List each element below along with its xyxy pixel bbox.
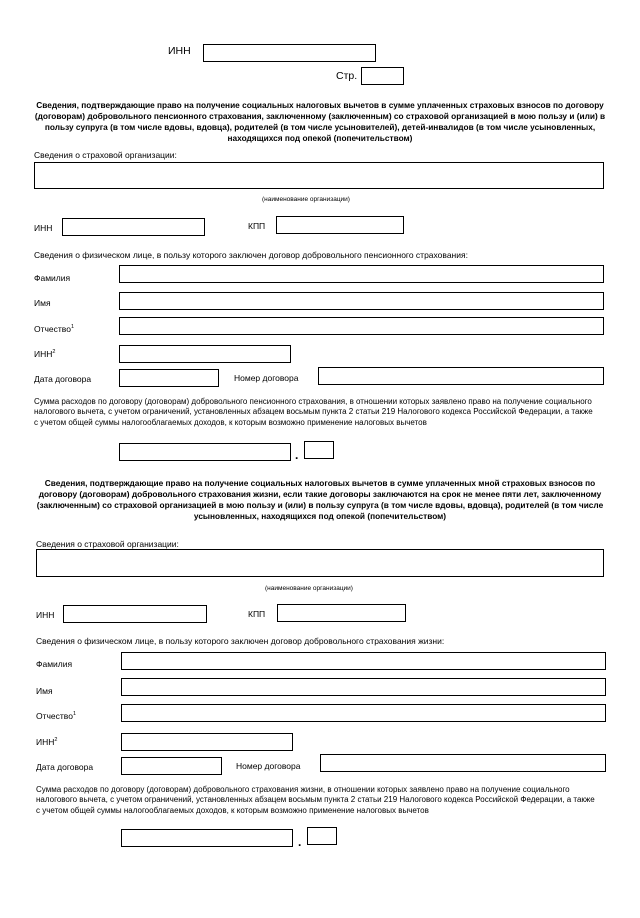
top-inn-field[interactable] xyxy=(203,44,376,62)
section1-patronymic-label: Отчество$^1$ xyxy=(34,324,75,334)
section1-contract-number-field[interactable] xyxy=(318,367,604,385)
section1-person-inn-label: ИНН$^2$ xyxy=(34,349,56,359)
section1-surname-label: Фамилия xyxy=(34,273,71,283)
section1-org-name-field[interactable] xyxy=(34,162,604,189)
section2-person-label: Сведения о физическом лице, в пользу которого заключен договор добровольного страхования жизни: xyxy=(36,636,445,646)
section1-insurer-label: Сведения о страховой организации: xyxy=(34,150,177,160)
section1-person-inn-field[interactable] xyxy=(119,345,291,363)
section2-contract-date-label: Дата договора xyxy=(36,762,94,772)
section2-org-caption: (наименование организации) xyxy=(265,585,353,592)
section2-name-field[interactable] xyxy=(121,678,606,696)
section2-person-inn-field[interactable] xyxy=(121,733,293,751)
section1-amount-kopecks-field[interactable] xyxy=(304,441,334,459)
section2-patronymic-label: Отчество$^1$ xyxy=(36,711,77,721)
section1-amount-dot: . xyxy=(295,448,299,462)
section2-amount-rubles-field[interactable] xyxy=(121,829,293,847)
section2-surname-label: Фамилия xyxy=(36,659,73,669)
section2-org-name-field[interactable] xyxy=(36,549,604,577)
section1-inn-field[interactable] xyxy=(62,218,205,236)
section2-kpp-field[interactable] xyxy=(277,604,406,622)
section1-person-label: Сведения о физическом лице, в пользу которого заключен договор добровольного пенсионного страхования: xyxy=(34,250,468,260)
section2-name-label: Имя xyxy=(36,686,53,696)
top-inn-label: ИНН xyxy=(168,45,191,57)
page-number-field[interactable] xyxy=(361,67,404,85)
section1-amount-rubles-field[interactable] xyxy=(119,443,291,461)
section1-org-caption: (наименование организации) xyxy=(262,196,350,203)
section2-amount-kopecks-field[interactable] xyxy=(307,827,337,845)
section2-inn-field[interactable] xyxy=(63,605,207,623)
section2-inn-label: ИНН xyxy=(36,610,55,620)
section2-amount-text: Сумма расходов по договору (договорам) добровольного страхования жизни, в отношении которых заявлено право на получение социального налогового вычета, с учетом ограничений, установленных абзацем восьмым пункта 2 статьи 219 Налогового кодекса Российской Федерации, а также с учетом общей суммы налогооблагаемых доходов, к которым возможно применение налоговых вычетов xyxy=(36,785,595,815)
section2-surname-field[interactable] xyxy=(121,652,606,670)
section2-amount-dot: . xyxy=(298,835,302,849)
section2-insurer-label: Сведения о страховой организации: xyxy=(36,539,179,549)
section1-name-label: Имя xyxy=(34,298,51,308)
section1-inn-label: ИНН xyxy=(34,223,53,233)
section1-surname-field[interactable] xyxy=(119,265,604,283)
section2-patronymic-field[interactable] xyxy=(121,704,606,722)
section2-heading: Сведения, подтверждающие право на получение социальных налоговых вычетов в сумме уплаченных мной страховых взносов по договору (договорам) добровольного страхования жизни, если такие договоры заключаются на срок не менее пяти лет, заключенному (заключенным) со страховой организацией в мою пользу и (или) в пользу супруга (в том числе вдовы, вдовца), родителей (в том числе усыновленных, находящихся под опекой (попечительством) xyxy=(36,478,604,521)
section2-contract-number-field[interactable] xyxy=(320,754,606,772)
section1-contract-date-field[interactable] xyxy=(119,369,219,387)
section1-heading: Сведения, подтверждающие право на получение социальных налоговых вычетов в сумме уплаченных страховых взносов по договору (договорам) добровольного пенсионного страхования, заключенному (заключенным) со страховой организацией в мою пользу и (или) в пользу супруга (в том числе вдовы, вдовца), родителей (в том числе усыновителей), детей-инвалидов (в том числе усыновленных, находящихся под опекой (попечительством) xyxy=(34,100,606,143)
section2-contract-number-label: Номер договора xyxy=(236,761,301,771)
section1-contract-date-label: Дата договора xyxy=(34,374,92,384)
section2-kpp-label: КПП xyxy=(248,609,266,619)
section1-kpp-label: КПП xyxy=(248,221,266,231)
section2-person-inn-label: ИНН$^2$ xyxy=(36,737,58,747)
page-number-label: Стр. xyxy=(336,70,358,82)
section1-contract-number-label: Номер договора xyxy=(234,373,299,383)
section1-name-field[interactable] xyxy=(119,292,604,310)
section1-amount-text: Сумма расходов по договору (договорам) добровольного пенсионного страхования, в отношении которых заявлено право на получение социального налогового вычета, с учетом ограничений, установленных абзацем восьмым пункта 2 статьи 219 Налогового кодекса Российской Федерации, а также с учетом общей суммы налогооблагаемых доходов, к которым возможно применение налоговых вычетов xyxy=(34,397,593,427)
section1-kpp-field[interactable] xyxy=(276,216,404,234)
section1-patronymic-field[interactable] xyxy=(119,317,604,335)
section2-contract-date-field[interactable] xyxy=(121,757,222,775)
